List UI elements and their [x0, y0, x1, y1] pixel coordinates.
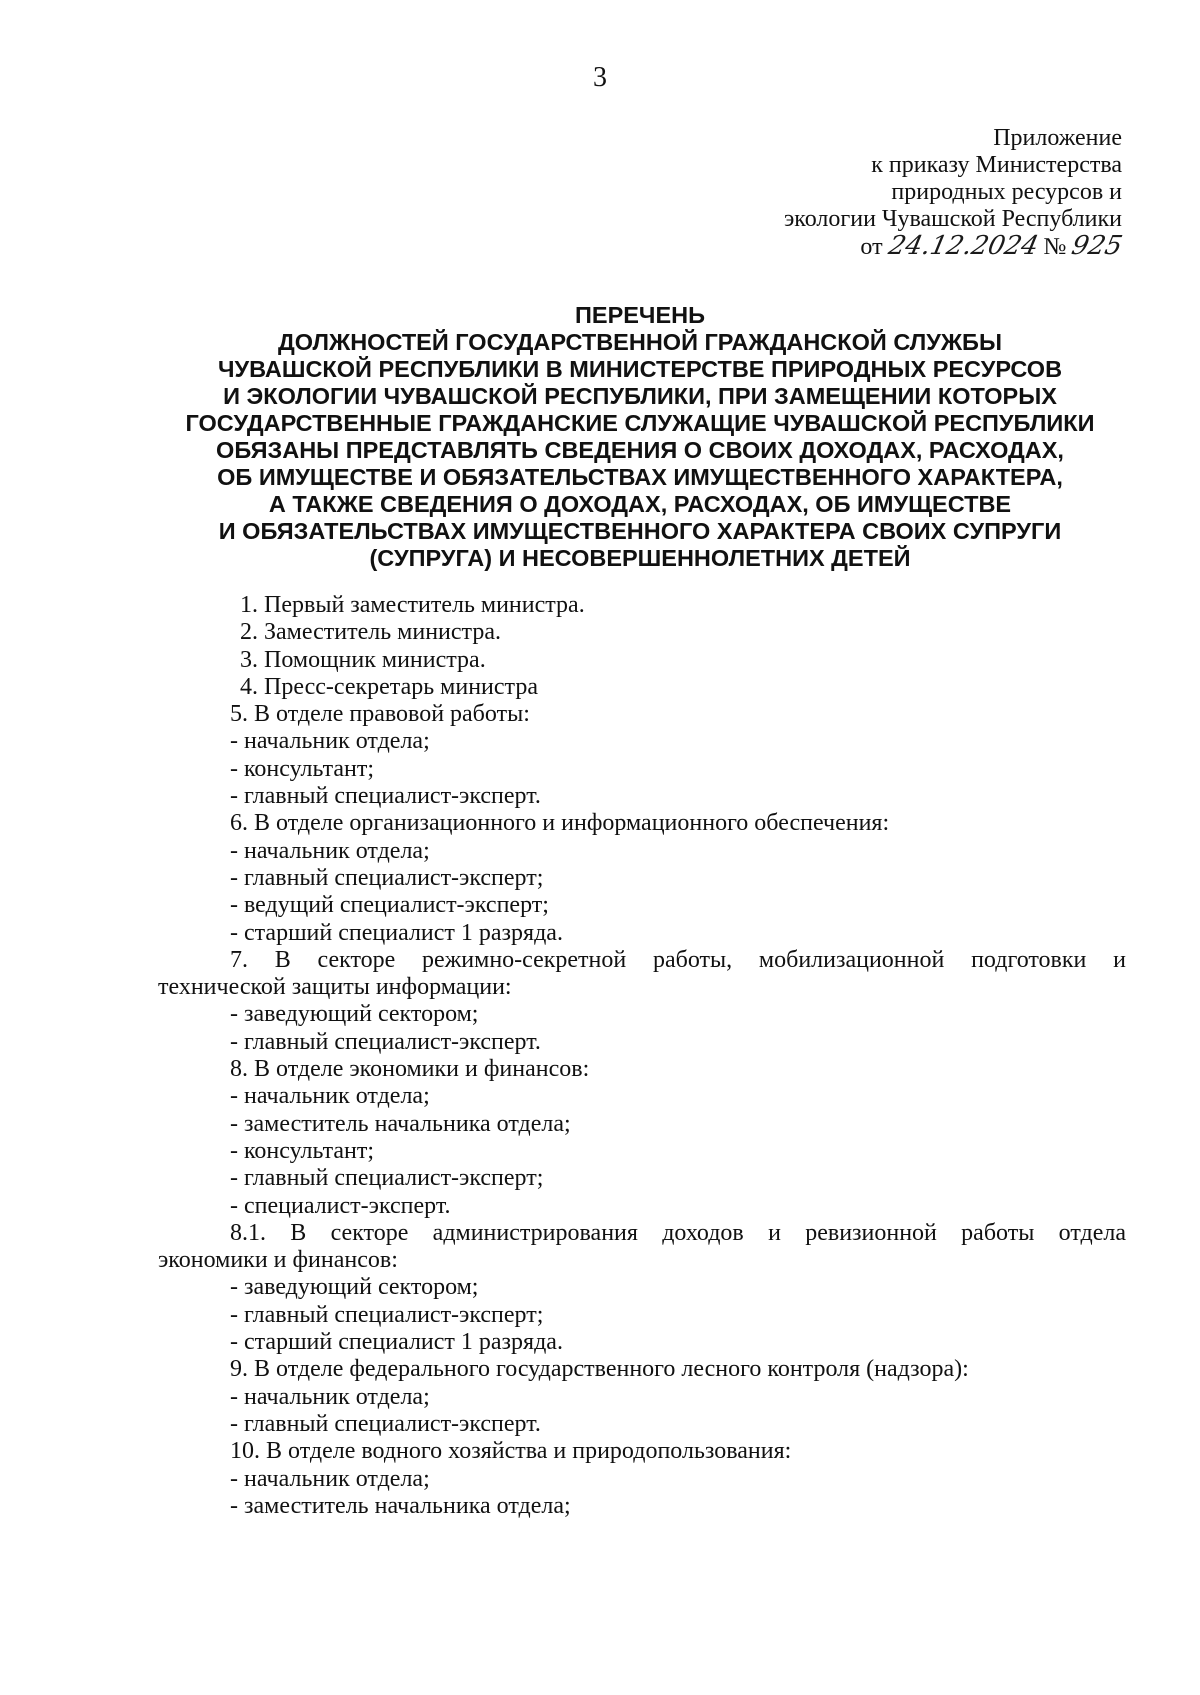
list-item: - специалист-эксперт.	[230, 1192, 451, 1219]
title-line: А ТАКЖЕ СВЕДЕНИЯ О ДОХОДАХ, РАСХОДАХ, ОБ ИМУЩЕСТВЕ	[268, 491, 1012, 517]
title-line: ДОЛЖНОСТЕЙ ГОСУДАРСТВЕННОЙ ГРАЖДАНСКОЙ СЛУЖБЫ	[278, 329, 1002, 355]
list-item: 1. Первый заместитель министра.	[240, 592, 585, 618]
list-item: 4. Пресс-секретарь министра	[240, 673, 538, 700]
appendix-date-number-line	[784, 231, 1126, 261]
list-item: - старший специалист 1 разряда.	[230, 919, 563, 946]
document-title	[60, 302, 1200, 572]
list-item: 7. В секторе режимно-секретной работы, мобилизационной подготовки и	[230, 946, 1126, 973]
list-item: - заведующий сектором;	[230, 1001, 479, 1028]
list-item-continuation: экономики и финансов:	[158, 1247, 398, 1274]
list-item: - начальник отдела;	[230, 1383, 430, 1410]
list-item: - старший специалист 1 разряда.	[230, 1329, 563, 1356]
title-line: ЧУВАШСКОЙ РЕСПУБЛИКИ В МИНИСТЕРСТВЕ ПРИРОДНЫХ РЕСУРСОВ	[217, 356, 1063, 382]
title-line: ГОСУДАРСТВЕННЫЕ ГРАЖДАНСКИЕ СЛУЖАЩИЕ ЧУВАШСКОЙ РЕСПУБЛИКИ	[185, 410, 1095, 436]
appendix-ministry-line: природных ресурсов и	[891, 179, 1122, 205]
list-item: - заместитель начальника отдела;	[230, 1110, 571, 1137]
handwritten-date: 24.12.2024	[885, 231, 1041, 261]
list-item: - ведущий специалист-эксперт;	[230, 892, 549, 919]
list-item: - главный специалист-эксперт.	[230, 1410, 541, 1437]
appendix-title: Приложение	[993, 125, 1122, 151]
list-item: 9. В отделе федерального государственного лесного контроля (надзора):	[230, 1356, 969, 1383]
list-item: 8. В отделе экономики и финансов:	[230, 1056, 590, 1083]
list-item: 3. Помощник министра.	[240, 646, 486, 673]
list-item: - заведующий сектором;	[230, 1274, 479, 1301]
list-item: - консультант;	[230, 1137, 374, 1164]
appendix-republic-line: экологии Чувашской Республики	[783, 206, 1122, 232]
list-item: - начальник отдела;	[230, 837, 430, 864]
list-item: - главный специалист-эксперт;	[230, 1301, 544, 1328]
list-item: - начальник отдела;	[230, 1083, 430, 1110]
list-item: 10. В отделе водного хозяйства и природопользования:	[230, 1438, 792, 1465]
list-item: - консультант;	[230, 755, 374, 782]
list-item: - заместитель начальника отдела;	[230, 1492, 571, 1519]
title-heading: ПЕРЕЧЕНЬ	[575, 302, 705, 328]
title-line: ОБЯЗАНЫ ПРЕДСТАВЛЯТЬ СВЕДЕНИЯ О СВОИХ ДОХОДАХ, РАСХОДАХ,	[216, 437, 1064, 463]
list-item: - главный специалист-эксперт;	[230, 864, 544, 891]
list-item: 6. В отделе организационного и информационного обеспечения:	[230, 810, 890, 837]
number-sign: №	[1043, 234, 1067, 260]
list-item-continuation: технической защиты информации:	[158, 974, 512, 1001]
title-line: ОБ ИМУЩЕСТВЕ И ОБЯЗАТЕЛЬСТВАХ ИМУЩЕСТВЕННОГО ХАРАКТЕРА,	[217, 464, 1063, 490]
title-line: И ЭКОЛОГИИ ЧУВАШСКОЙ РЕСПУБЛИКИ, ПРИ ЗАМЕЩЕНИИ КОТОРЫХ	[223, 383, 1057, 409]
title-line: (СУПРУГА) И НЕСОВЕРШЕННОЛЕТНИХ ДЕТЕЙ	[369, 545, 911, 571]
appendix-block	[783, 125, 1126, 261]
list-item: - главный специалист-эксперт.	[230, 1028, 541, 1055]
list-item: - начальник отдела;	[230, 728, 430, 755]
handwritten-number: 925	[1069, 231, 1126, 261]
list-item: - главный специалист-эксперт;	[230, 1165, 544, 1192]
appendix-order-ref: к приказу Министерства	[871, 152, 1122, 178]
list-item: 8.1. В секторе администрирования доходов и ревизионной работы отдела	[230, 1219, 1126, 1246]
list-item: 5. В отделе правовой работы:	[230, 701, 530, 728]
list-item: 2. Заместитель министра.	[240, 619, 501, 646]
title-line: И ОБЯЗАТЕЛЬСТВАХ ИМУЩЕСТВЕННОГО ХАРАКТЕРА СВОИХ СУПРУГИ	[218, 518, 1062, 544]
list-item: - начальник отдела;	[230, 1465, 430, 1492]
positions-list	[158, 592, 1126, 1520]
date-prefix: от	[860, 234, 883, 260]
page-number: 3	[593, 62, 607, 93]
list-item: - главный специалист-эксперт.	[230, 783, 541, 810]
